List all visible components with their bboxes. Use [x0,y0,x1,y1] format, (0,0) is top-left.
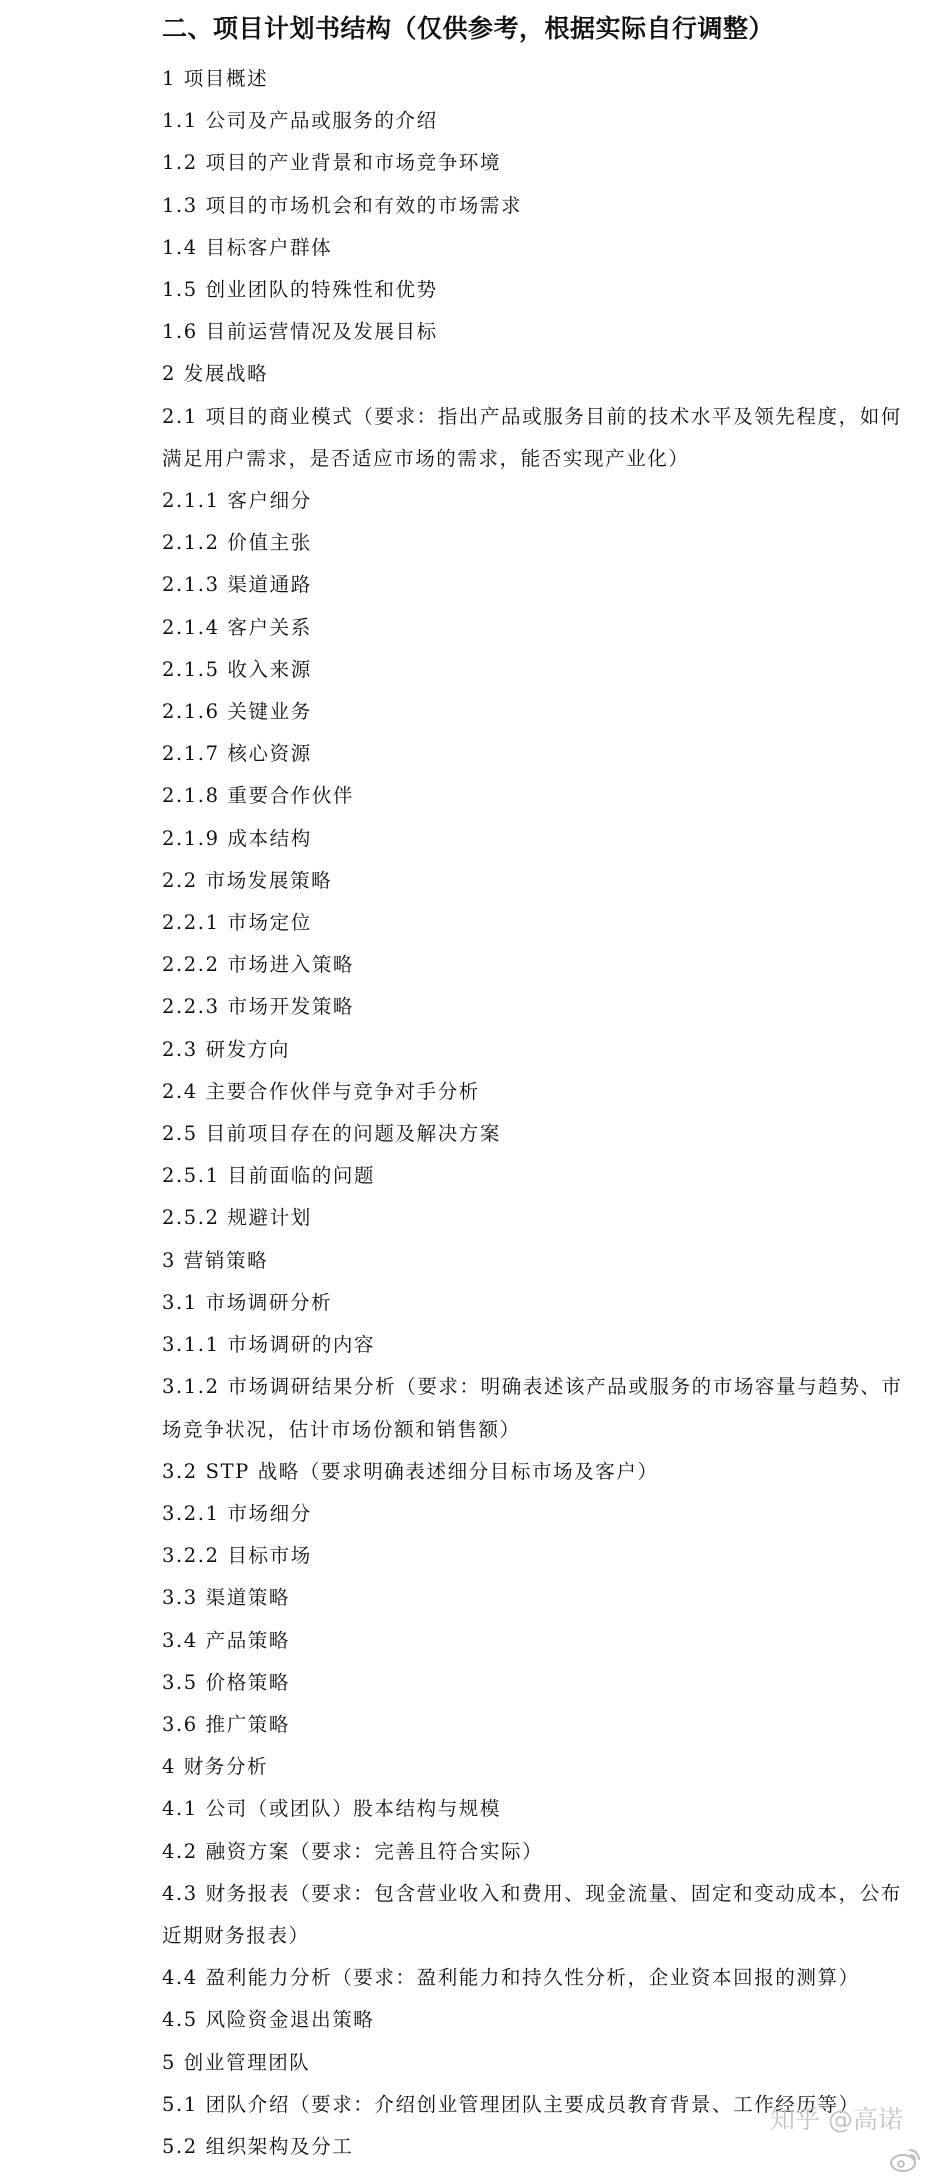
outline-item-text: 2.1.7 核心资源 [162,742,312,766]
outline-item-text: 4 财务分析 [162,1755,269,1779]
outline-item-continuation: 近期财务报表） [162,1923,310,1947]
outline-item-text: 3.6 推广策略 [162,1712,291,1736]
outline-item [162,649,922,691]
outline-item [162,1831,922,1873]
outline-item-text: 2.1.6 关键业务 [162,700,312,724]
outline-item-text: 3.1.2 市场调研结果分析（要求：明确表述该产品或服务的市场容量与趋势、市 [162,1375,903,1399]
outline-item-text: 2.2 市场发展策略 [162,868,333,892]
outline-item-text: 1.2 项目的产业背景和市场竞争环境 [162,151,502,175]
outline-item [162,100,922,142]
outline-item [162,142,922,184]
outline-item-text: 2.2.1 市场定位 [162,911,312,935]
outline-item [162,1240,922,1282]
outline-item [162,1113,922,1155]
outline-item [162,1071,922,1113]
outline-item-text: 2.5.1 目前面临的问题 [162,1164,376,1188]
outline-item-text: 1.1 公司及产品或服务的介绍 [162,109,438,133]
outline-item-text: 5.2 组织架构及分工 [162,2134,354,2158]
outline-item-text: 2.3 研发方向 [162,1037,291,1061]
outline-item [162,1282,922,1324]
outline-item-text: 2.4 主要合作伙伴与竞争对手分析 [162,1079,480,1103]
outline-item-text: 4.2 融资方案（要求：完善且符合实际） [162,1839,544,1863]
outline-item [162,396,922,480]
outline-item-text: 1.5 创业团队的特殊性和优势 [162,278,438,302]
outline-item [162,733,922,775]
outline-item [162,58,922,100]
outline-item-text: 5 创业管理团队 [162,2050,311,2074]
outline-item [162,1324,922,1366]
outline-item [162,480,922,522]
outline-item [162,564,922,606]
outline-item-text: 2.5 目前项目存在的问题及解决方案 [162,1122,502,1146]
outline-item [162,1662,922,1704]
outline-item [162,1577,922,1619]
outline-item [162,522,922,564]
watermark-text: 知乎 @高诺 [770,2105,903,2134]
outline-item [162,944,922,986]
outline-item-text: 4.3 财务报表（要求：包含营业收入和费用、现金流量、固定和变动成本，公布 [162,1881,902,1905]
outline-item [162,691,922,733]
outline-item-text: 5.1 团队介绍（要求：介绍创业管理团队主要成员教育背景、工作经历等） [162,2092,860,2116]
outline-item [162,1451,922,1493]
outline-item-text: 2.1.3 渠道通路 [162,573,312,597]
outline-item-text: 2.1.2 价值主张 [162,531,312,555]
outline-item [162,311,922,353]
outline-item [162,1704,922,1746]
outline-item [162,1155,922,1197]
outline-item [162,185,922,227]
outline-item-text: 2.1.1 客户细分 [162,489,312,513]
outline-item-text: 1.6 目前运营情况及发展目标 [162,320,438,344]
outline-item-text: 3.5 价格策略 [162,1670,291,1694]
outline-item-text: 2.2.3 市场开发策略 [162,995,355,1019]
outline-item-continuation: 满足用户需求，是否适应市场的需求，能否实现产业化） [162,446,690,470]
outline-item [162,227,922,269]
outline-item-text: 3.1.1 市场调研的内容 [162,1333,376,1357]
outline-item [162,902,922,944]
outline-item [162,986,922,1028]
outline-item [162,1620,922,1662]
outline-item [162,1197,922,1239]
outline-item-text: 3.3 渠道策略 [162,1586,291,1610]
outline-item [162,607,922,649]
outline-item [162,775,922,817]
outline-item [162,1029,922,1071]
outline-item-text: 1.3 项目的市场机会和有效的市场需求 [162,193,523,217]
outline-item-text: 2.1.5 收入来源 [162,657,312,681]
outline-item [162,1999,922,2041]
outline-item-continuation: 场竞争状况，估计市场份额和销售额） [162,1417,521,1441]
outline-item [162,1493,922,1535]
outline-item [162,818,922,860]
outline-item-text: 2.1.8 重要合作伙伴 [162,784,355,808]
outline-item-text: 3.2.2 目标市场 [162,1544,312,1568]
outline-item-text: 3 营销策略 [162,1248,269,1272]
outline-item-text: 2.1.9 成本结构 [162,826,312,850]
weibo-logo-icon [888,2144,922,2174]
outline-item-text: 4.1 公司（或团队）股本结构与规模 [162,1797,502,1821]
outline-item [162,1366,922,1450]
outline-item-text: 3.1 市场调研分析 [162,1290,333,1314]
outline-item-text: 2 发展战略 [162,362,269,386]
outline-item [162,269,922,311]
outline-item [162,353,922,395]
outline-item [162,1873,922,1957]
outline-item-text: 2.1.4 客户关系 [162,615,312,639]
outline-item-text: 3.4 产品策略 [162,1628,291,1652]
outline-item-text: 3.2 STP 战略（要求明确表述细分目标市场及客户） [162,1459,659,1483]
outline-item [162,1535,922,1577]
outline-item-text: 1 项目概述 [162,67,269,90]
outline-item [162,1788,922,1830]
outline-list [162,58,922,2168]
outline-item-text: 4.4 盈利能力分析（要求：盈利能力和持久性分析，企业资本回报的测算） [162,1966,860,1990]
outline-item-text: 2.2.2 市场进入策略 [162,953,355,977]
outline-item-text: 4.5 风险资金退出策略 [162,2008,375,2032]
outline-item [162,2042,922,2084]
outline-item-text: 2.5.2 规避计划 [162,1206,312,1230]
outline-item-text: 3.2.1 市场细分 [162,1501,312,1525]
outline-item [162,1957,922,1999]
outline-item-text: 2.1 项目的商业模式（要求：指出产品或服务目前的技术水平及领先程度，如何 [162,404,902,428]
outline-item [162,1746,922,1788]
outline-item [162,860,922,902]
outline-item-text: 1.4 目标客户群体 [162,235,333,259]
section-title: 二、项目计划书结构（仅供参考，根据实际自行调整） [162,14,775,43]
